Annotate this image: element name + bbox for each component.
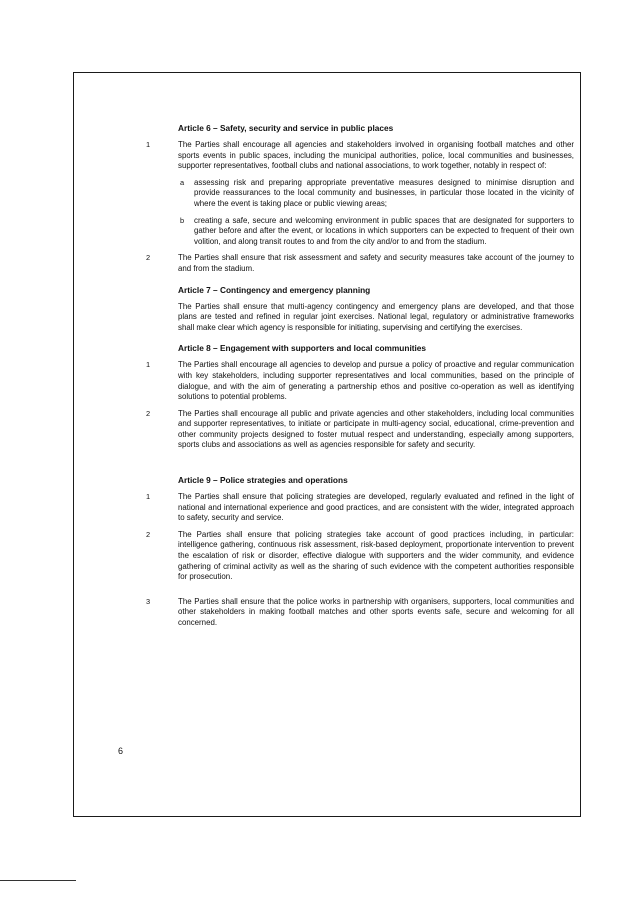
paragraph-text: The Parties shall ensure that multi-agency contingency and emergency plans are developed, and that those plans are tested and refined in regular joint exercises. National legal, regulatory or administrative frameworks shall make clear which agency is responsible for initiating, supervising and certifying the exercises. [178, 301, 574, 332]
article-title: Article 9 – Police strategies and operations [178, 475, 348, 486]
sub-item-letter: b [180, 215, 185, 225]
paragraph-text: The Parties shall ensure that risk assessment and safety and security measures take account of the journey to and from the stadium. [178, 253, 574, 273]
paragraph [146, 360, 574, 402]
sub-item-letter: a [180, 177, 185, 187]
paragraph-number: 1 [146, 360, 151, 370]
paragraph [178, 302, 574, 334]
paragraph [146, 529, 574, 583]
paragraph-number: 1 [146, 140, 151, 149]
sub-item [178, 178, 574, 210]
paragraph [146, 140, 574, 172]
paragraph-text: The Parties shall ensure that policing strategies take account of good practices including, in particular: intelligence gathering, continuous risk assessment, risk-based deployment, proportionate intervention to prevent the escalation of risk or disorder, effective dialogue with supporters and the wider community, and evidence gathering of criminal activity as well as the sharing of such evidence with the competent authorities responsible for prosecution. [178, 529, 574, 582]
paragraph-text: The Parties shall ensure that the police works in partnership with organisers, supporters, local communities and other stakeholders in making football matches and other sports events safe, secure and welcoming for all concerned. [178, 596, 574, 627]
paragraph-number: 2 [146, 253, 151, 263]
spacer [178, 589, 574, 597]
paragraph [146, 492, 574, 524]
article-title: Article 7 – Contingency and emergency planning [178, 284, 371, 295]
paragraph [146, 408, 574, 451]
article-title: Article 8 – Engagement with supporters and local communities [178, 343, 427, 354]
paragraph [146, 253, 574, 274]
paragraph-text: The Parties shall encourage all agencies and stakeholders involved in organising football matches and other sports events in public spaces, including the municipal authorities, police, local communities and businesses, supporter representatives, football clubs and national associations, to work together, notably in respect of: [178, 140, 574, 171]
article-7 [178, 285, 574, 334]
paragraph-text: The Parties shall encourage all public and private agencies and other stakeholders, including local communities and supporter representatives, to initiate or participate in multi-agency social, educational, crime-prevention and other community projects designed to foster mutual respect and understanding, especially among supporters, sports clubs and associations as well as agencies responsible for safety and security. [178, 408, 574, 450]
sub-item [178, 216, 574, 248]
paragraph-number: 2 [146, 408, 151, 418]
sub-item-text: assessing risk and preparing appropriate preventative measures designed to minimise disruption and provide reassurances to the local community and businesses, in particular those located in the vicinity of where the event is taking place or public viewing areas; [194, 177, 574, 208]
article-8 [146, 343, 574, 451]
paragraph [146, 596, 574, 629]
paragraph-number: 2 [146, 529, 151, 539]
article-6 [146, 123, 574, 275]
article-9 [146, 475, 574, 629]
paragraph-number: 3 [146, 596, 151, 606]
footer-rule [0, 880, 76, 881]
paragraph-text: The Parties shall ensure that policing strategies are developed, regularly evaluated and refined in the light of national and international experience and good practices, and are consistent with the wider, integrated approach to safety, security and service. [178, 492, 574, 523]
paragraph-text: The Parties shall encourage all agencies to develop and pursue a policy of proactive and regular communication with key stakeholders, including supporter representatives and local communities, based on the principle of dialogue, and with the aim of generating a partnership ethos and positive co-operation as well as identifying solutions to potential problems. [178, 360, 574, 402]
page-number: 6 [118, 746, 124, 756]
sub-item-text: creating a safe, secure and welcoming environment in public spaces that are designated for supporters to gather before and after the event, or locations in which supporters can be expected to frequent of their own volition, and along transit routes to and from the city and/or to and from the stadium. [194, 215, 574, 246]
paragraph-number: 1 [146, 492, 151, 502]
document-body [146, 123, 574, 639]
spacer [178, 461, 574, 475]
article-title: Article 6 – Safety, security and service in public places [178, 123, 394, 133]
